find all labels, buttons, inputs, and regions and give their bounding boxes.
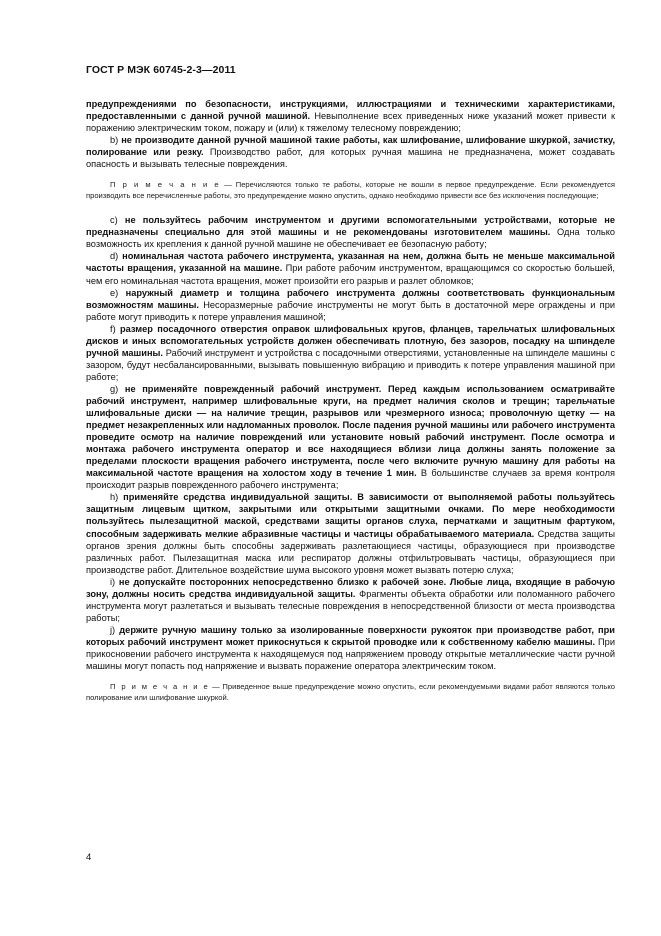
document-header: ГОСТ Р МЭК 60745-2-3—2011 — [86, 64, 236, 76]
paragraph-text: Фрагменты объекта обработки или поломанного рабочего инструмента могут разлетаться и вызывать телесные повреждения в непосредственной близости от места производства работы; — [86, 588, 616, 623]
note-label: П р и м е ч а н и е — [110, 682, 210, 692]
item-prefix: e) — [110, 287, 126, 298]
paragraph-bold-text: не пользуйтесь рабочим инструментом и другими вспомогательными устройствами, которые не предназначены специально для этой машины и не рекомендованы изготовителем машины. — [86, 215, 616, 238]
paragraph-bold-text: держите ручную машину только за изолированные поверхности рукояток при производстве работ, при которых рабочий инструмент может прикоснуться к скрытой проводке или к собственному кабелю машины. — [86, 624, 615, 647]
paragraph-bold-text: применяйте средства индивидуальной защиты. В зависимости от выполняемой работы пользуйтесь защитным лицевым щитком, закрытыми или открытыми защитными очками. По мере необходимости пользуйтесь пылезащитной маской, средствами защиты органов слуха, перчатками и защитным фартуком, способным задерживать мелкие абразивные частицы и частицы обрабатываемого материала. — [86, 492, 615, 539]
item-prefix: b) — [110, 135, 122, 146]
paragraph-h — [86, 491, 615, 575]
paragraph-text: Рабочий инструмент и устройства с посадочными отверстиями, установленные на шпинделе машины с зазором, будут несбалансированными, вызывать повышенную вибрацию и приводить к потере управления машиной при работе; — [86, 347, 615, 382]
paragraph-text: Средства защиты органов зрения должны быть способны задерживать разлетающиеся частицы, образующиеся при производстве различных работ. Пылезащитная маска или респиратор должны отфильтровывать частицы, образующиеся при производстве работ. Длительное воздействие шума высокого уровня может вызвать потерю слуха; — [86, 528, 615, 575]
paragraph-bold-text: наружный диаметр и толщина рабочего инструмента должны соответствовать функциональным возможностям машины. — [86, 287, 615, 310]
paragraph-bold-text: размер посадочного отверстия оправок шлифовальных кругов, фланцев, тарельчатых шлифовальных дисков и иных вспомогательных устройств должен обеспечивать плотную, без зазоров, посадку на шпинделе ручной машины. — [86, 323, 615, 358]
paragraph-bold-text: не допускайте посторонних непосредственно близко к рабочей зоне. Любые лица, входящие в рабочую зону, должны носить средства индивидуальной защиты. — [86, 576, 615, 599]
item-prefix: g) — [110, 383, 125, 394]
paragraph-bold-text: предупреждениями по безопасности, инструкциями, иллюстрациями и техническими характеристиками, предоставленными с данной ручной машиной. — [86, 99, 615, 122]
note-2 — [86, 681, 615, 703]
paragraph-text: При прикосновении рабочего инструмента к находящемуся под напряжением проводу открытые металлические части ручной машины могут попасть под напряжение и вызвать поражение оператора электрическим током. — [86, 636, 615, 672]
item-prefix: d) — [110, 251, 123, 262]
paragraph-bold-text: номинальная частота рабочего инструмента, указанная на нем, должна быть не меньше максимальной частоты вращения, указанной на машине. — [86, 251, 615, 274]
paragraph-g — [86, 383, 615, 491]
paragraph-b — [86, 134, 615, 170]
paragraph-text: Производство работ, для которых ручная машина не предназначена, может создавать опасность и вызывать телесные повреждения. — [86, 147, 615, 170]
paragraph-c — [86, 214, 615, 250]
paragraph-j — [86, 624, 615, 672]
item-prefix: i) — [110, 576, 119, 587]
paragraph-text: Одна только возможность их крепления к данной ручной машине не обеспечивает ее безопасную работу; — [86, 227, 615, 250]
paragraph-e — [86, 287, 615, 323]
item-prefix: h) — [110, 492, 124, 503]
paragraph-bold-text: не производите данной ручной машиной такие работы, как шлифование, шлифование шкуркой, зачистку, полирование или резку. — [86, 135, 616, 158]
item-prefix: c) — [110, 215, 125, 226]
item-prefix: f) — [110, 323, 121, 334]
paragraph-a-continued — [86, 98, 615, 134]
note-text: — Приведенное выше предупреждение можно опустить, если рекомендуемыми видами работ являются только полирование или шлифование шкуркой. — [86, 682, 615, 703]
page-number: 4 — [86, 852, 92, 863]
paragraph-text: При работе рабочим инструментом, вращающимся со скоростью большей, чем его номинальная частота вращения, может произойти его разрыв и разлет обломков; — [86, 263, 616, 286]
note-text: — Перечисляются только те работы, которые не вошли в первое предупреждение. Если рекомендуется производить все перечисленные работы, это предупреждение можно опустить, однако необходимо привести все без исключения последующие; — [86, 180, 616, 201]
paragraph-text: Невыполнение всех приведенных ниже указаний может привести к поражению электрическим током, пожару и (или) к тяжелому телесному повреждению; — [86, 111, 616, 134]
paragraph-i — [86, 576, 615, 624]
paragraph-d — [86, 250, 615, 286]
note-label: П р и м е ч а н и е — [110, 180, 221, 190]
paragraph-bold-text: не применяйте поврежденный рабочий инструмент. Перед каждым использованием осматривайте рабочий инструмент, например шлифовальные круги, на предмет наличия сколов и трещин; тарельчатые шлифовальные диски — на наличие трещин, разрывов или чрезмерного износа; проволочную щетку — на предмет незакрепленных или надломанных проволок. После падения ручной машины или рабочего инструмента проведите осмотр на наличие повреждений или установите новый рабочий инструмент. После осмотра и монтажа рабочего инструмента оператор и все находящиеся вблизи лица должны занять положение за пределами плоскости вращения рабочего инструмента, после чего включите ручную машину для работы на максимальной частоте вращения на холостом ходу в течение 1 мин. — [86, 383, 615, 479]
paragraph-text: Несоразмерные рабочие инструменты не могут быть в достаточной мере ограждены и при работе могут приводить к потере управления машиной; — [86, 299, 616, 322]
item-prefix: j) — [110, 624, 120, 635]
paragraph-f — [86, 323, 615, 383]
note-1 — [86, 179, 615, 201]
paragraph-text: В большинстве случаев за время контроля происходит разрыв поврежденного рабочего инструмента; — [86, 468, 615, 491]
